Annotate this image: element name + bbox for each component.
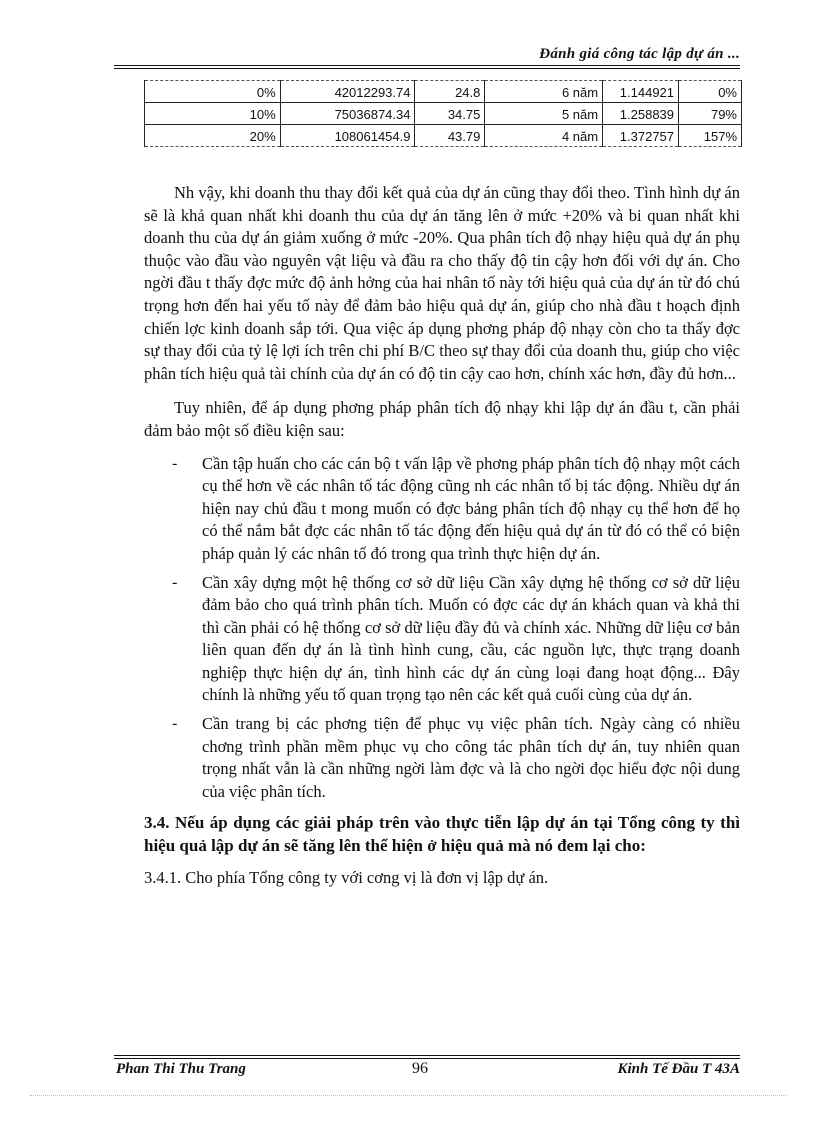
paragraph-conditions-intro: Tuy nhiên, để áp dụng phơng pháp phân tích độ nhạy khi lập dự án đầu t, cần phải đảm bảo một số điều kiện sau:: [144, 398, 740, 440]
table-cell: 79%: [679, 103, 742, 125]
paragraph-sensitivity-summary: Nh vậy, khi doanh thu thay đổi kết quả của dự án cũng thay đổi theo. Tình hình dự án sẽ là khả quan nhất khi doanh thu của dự án tăng lên ở mức +20% và bi quan nhất khi doanh thu của dự án giảm xuống ở mức -20%. Qua phân tích độ nhạy hiệu quả dự án phụ thuộc vào đầu vào nguyên vật liệu và đầu ra cho thấy độ tin cậy hơn đối với dự án. Cho ngời đầu t thấy đợc mức độ ảnh hởng của hai nhân tố này tới hiệu quả của dự án từ đó chú trọng hơn đến hai yếu tố này để đảm bảo hiệu quả dự án, giúp cho nhà đầu t hoạch định chiến lợc kinh doanh sắp tới. Qua việc áp dụng phơng pháp độ nhạy còn cho ta thấy đợc sự thay đổi của tỷ lệ lợi ích trên chi phí B/C theo sự thay đổi của doanh thu, giúp cho việc phân tích hiệu quả tài chính của dự án có độ tin cậy cao hơn, chính xác hơn, đầy đủ hơn...: [144, 183, 740, 383]
table-row: [145, 103, 742, 125]
list-item: [144, 453, 740, 566]
list-item-text: Cần xây dựng một hệ thống cơ sở dữ liệu Cần xây dựng hệ thống cơ sở dữ liệu đảm bảo cho quá trình phân tích. Muốn có đợc các dự án khách quan và khả thi thì cần phải có hệ thống cơ sở dữ liệu đầy đủ và chính xác. Những dữ liệu cơ bản liên quan đến dự án là tình hình cung, cầu, các nguồn lực, thực trạng doanh nghiệp thực hiện dự án, tình hình các dự án cùng loại đang hoạt động... Đây chính là những yếu tố quan trọng tạo nên các kết quả cuối cùng của dự án.: [202, 572, 740, 705]
table-cell: 42012293.74: [280, 81, 415, 103]
table-cell: 157%: [679, 125, 742, 147]
table-cell: 10%: [145, 103, 281, 125]
body-content: [144, 182, 740, 890]
page-number: 96: [412, 1060, 428, 1077]
conditions-list: [144, 453, 740, 804]
bullet-dash: -: [172, 573, 178, 591]
table-row: [145, 81, 742, 103]
running-header-title: Đánh giá công tác lập dự án ...: [539, 46, 740, 62]
list-item: [144, 572, 740, 708]
bullet-dash: -: [172, 715, 178, 733]
subsection-heading: 3.4.1. Cho phía Tổng công ty với cơng vị là đơn vị lập dự án.: [144, 868, 549, 888]
section-heading: 3.4. Nếu áp dụng các giải pháp trên vào thực tiễn lập dự án tại Tổng công ty thì hiệu quả lập dự án sẽ tăng lên thể hiện ở hiệu quả mà nó đem lại cho:: [144, 813, 740, 856]
table-cell: 5 năm: [485, 103, 603, 125]
header-rule-secondary: [114, 68, 740, 69]
list-item-text: Cần trang bị các phơng tiện để phục vụ việc phân tích. Ngày càng có nhiều chơng trình phần mềm phục vụ cho công tác phân tích dự án, tuy nhiên quan trọng nhất vẫn là cần những ngời làm đợc và là cho ngời đọc hiểu đợc nội dung của việc phân tích.: [202, 714, 740, 801]
footer-rule: [114, 1055, 740, 1056]
page-bottom-divider: [30, 1095, 786, 1096]
header-rule: [114, 65, 740, 66]
table-cell: 6 năm: [485, 81, 603, 103]
sensitivity-table: [144, 80, 742, 147]
footer-rule-secondary: [114, 1058, 740, 1059]
table-cell: 108061454.9: [280, 125, 415, 147]
bullet-dash: -: [172, 454, 178, 472]
footer-class: Kinh Tế Đầu T 43A: [617, 1061, 740, 1077]
footer-author: Phan Thi Thu Trang: [116, 1061, 246, 1077]
table-cell: 1.372757: [603, 125, 679, 147]
table-cell: 0%: [145, 81, 281, 103]
table-cell: 34.75: [415, 103, 485, 125]
list-item-text: Cần tập huấn cho các cán bộ t vấn lập về phơng pháp phân tích độ nhạy một cách cụ thể hơn về các nhân tố tác động cũng nh các nhân tố bị tác động. Nhiều dự án hiện nay chủ đầu t mong muốn có đợc bảng phân tích độ nhạy cụ thể hơn để họ có thể nắm bắt đợc các nhân tố tác động đến hiệu quả dự án từ đó có thể có biện pháp quản lý các nhân tố đó trong qua trình thực hiện dự án.: [202, 453, 740, 563]
list-item: [144, 713, 740, 803]
table-cell: 20%: [145, 125, 281, 147]
table-cell: 24.8: [415, 81, 485, 103]
table-cell: 1.258839: [603, 103, 679, 125]
table-cell: 1.144921: [603, 81, 679, 103]
table-cell: 43.79: [415, 125, 485, 147]
table-cell: 4 năm: [485, 125, 603, 147]
table-cell: 75036874.34: [280, 103, 415, 125]
table-row: [145, 125, 742, 147]
table-cell: 0%: [679, 81, 742, 103]
